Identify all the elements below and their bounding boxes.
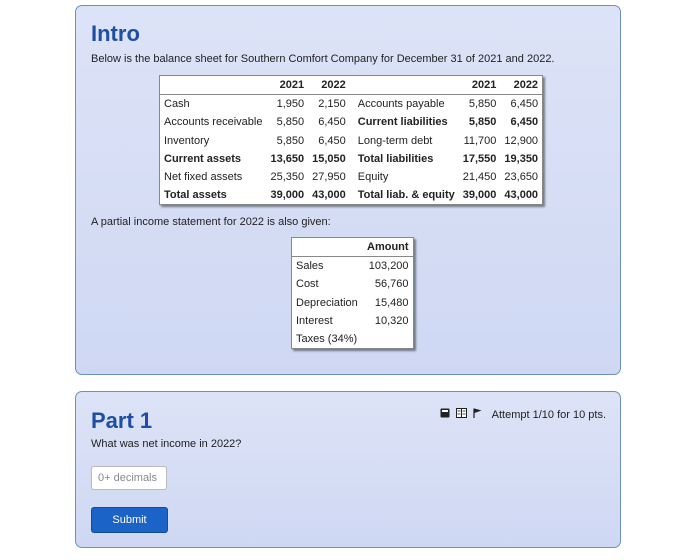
row-label: Total liab. & equity — [357, 189, 455, 202]
row-value: 43,000 — [504, 189, 539, 202]
table-row — [292, 257, 414, 276]
table-row — [160, 150, 543, 168]
row-value: 6,450 — [510, 116, 539, 129]
row-value: 5,850 — [276, 116, 305, 129]
row-value — [363, 330, 413, 349]
row-label: Total liabilities — [357, 152, 434, 165]
row-label: Taxes (34%) — [296, 333, 358, 346]
row-value: 27,950 — [312, 171, 346, 184]
attempt-counter: Attempt 1/10 for 10 pts. — [491, 408, 606, 421]
row-label: Accounts receivable — [164, 116, 263, 129]
income-statement-header-row — [292, 238, 414, 257]
table-row — [160, 132, 543, 150]
part1-title: Part 1 — [91, 408, 153, 433]
income-statement-table — [291, 237, 414, 349]
header-2022-right: 2022 — [513, 79, 539, 92]
flag-icon[interactable] — [473, 408, 482, 421]
header-2021-left: 2021 — [279, 79, 305, 92]
row-value: 10,320 — [374, 314, 409, 327]
table-row — [292, 294, 414, 312]
table-row — [292, 275, 414, 293]
net-income-answer-input[interactable] — [91, 466, 167, 490]
row-value: 19,350 — [504, 152, 539, 165]
row-value: 2,150 — [318, 98, 346, 111]
header-2021-right: 2021 — [471, 79, 497, 92]
row-value: 15,050 — [312, 152, 346, 165]
table-row — [292, 330, 414, 349]
row-value: 39,000 — [270, 189, 305, 202]
row-value: 23,650 — [504, 171, 539, 184]
row-value: 39,000 — [462, 189, 497, 202]
row-value: 1,950 — [276, 98, 305, 111]
intro-card — [75, 5, 621, 375]
row-value: 17,550 — [462, 152, 497, 165]
row-value: 6,450 — [318, 116, 346, 129]
balance-sheet-header-row — [160, 76, 543, 95]
row-value: 12,900 — [504, 134, 539, 147]
table-row — [160, 168, 543, 186]
row-value: 5,850 — [276, 134, 305, 147]
row-label: Total assets — [164, 189, 227, 202]
row-label: Current liabilities — [357, 116, 448, 129]
intro-title: Intro — [91, 21, 140, 46]
row-value: 21,450 — [462, 171, 497, 184]
row-label: Current assets — [164, 152, 242, 165]
row-label: Cash — [164, 98, 190, 111]
table-row — [292, 312, 414, 330]
amount-header: Amount — [367, 241, 409, 254]
row-label: Net fixed assets — [164, 171, 243, 184]
row-value: 15,480 — [374, 296, 409, 309]
row-label: Inventory — [164, 134, 210, 147]
row-value: 56,760 — [374, 278, 409, 291]
row-label: Long-term debt — [357, 134, 433, 147]
table-row — [160, 186, 543, 205]
partial-income-text: A partial income statement for 2022 is also given: — [91, 216, 331, 228]
row-label: Sales — [296, 260, 324, 273]
row-label: Accounts payable — [357, 98, 445, 111]
intro-description: Below is the balance sheet for Southern Comfort Company for December 31 of 2021 and 2022. — [91, 53, 555, 65]
row-value: 43,000 — [312, 189, 346, 202]
row-label: Cost — [296, 278, 319, 291]
balance-sheet-table — [159, 75, 543, 205]
calculator-icon[interactable] — [440, 408, 450, 421]
row-value: 11,700 — [463, 134, 497, 147]
row-value: 5,850 — [468, 116, 497, 129]
submit-button[interactable]: Submit — [91, 507, 168, 533]
question-toolbar — [440, 408, 606, 421]
table-row — [160, 95, 543, 114]
book-icon[interactable] — [456, 408, 467, 421]
row-label: Equity — [357, 171, 389, 184]
row-value: 5,850 — [468, 98, 497, 111]
row-value: 6,450 — [318, 134, 346, 147]
header-2022-left: 2022 — [321, 79, 346, 92]
row-value: 6,450 — [510, 98, 539, 111]
row-label: Interest — [296, 314, 333, 327]
part1-card — [75, 391, 621, 548]
row-value: 25,350 — [270, 171, 305, 184]
question-text: What was net income in 2022? — [91, 438, 242, 450]
table-row — [160, 113, 543, 131]
row-value: 103,200 — [368, 260, 409, 273]
row-value: 13,650 — [270, 152, 305, 165]
row-label: Depreciation — [296, 296, 358, 309]
